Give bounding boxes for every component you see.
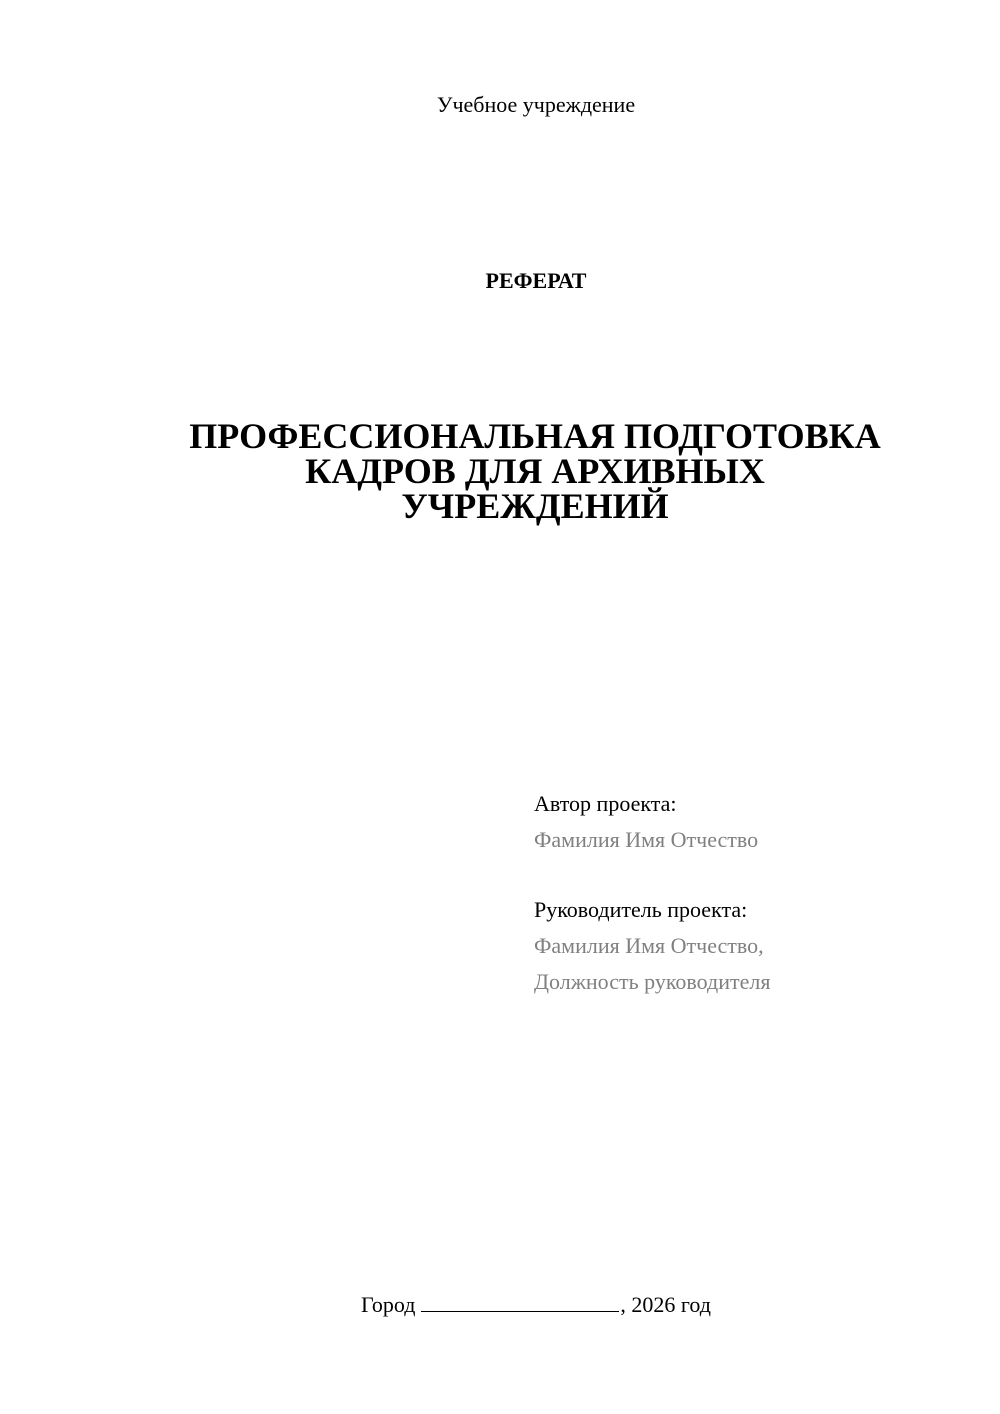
institution-name: Учебное учреждение [436,92,636,117]
document-title-line-2: КАДРОВ ДЛЯ АРХИВНЫХ [305,451,765,491]
document-title-line-1: ПРОФЕССИОНАЛЬНАЯ ПОДГОТОВКА [189,416,881,456]
document-title [150,416,920,526]
author-label: Автор проекта: [534,791,677,816]
city-label: Город [361,1292,416,1317]
city-year-line [0,1289,1000,1321]
supervisor-name: Фамилия Имя Отчество, [534,933,764,958]
supervisor-position: Должность руководителя [534,969,771,994]
document-title-line-3: УЧРЕЖДЕНИЙ [401,486,669,526]
author-name: Фамилия Имя Отчество [534,827,759,852]
supervisor-label: Руководитель проекта: [534,897,748,922]
author-block [534,786,974,858]
document-type: РЕФЕРАТ [485,268,587,293]
supervisor-block [534,892,974,1000]
city-blank-underline [421,1291,619,1312]
year-text: , 2026 год [620,1292,711,1317]
